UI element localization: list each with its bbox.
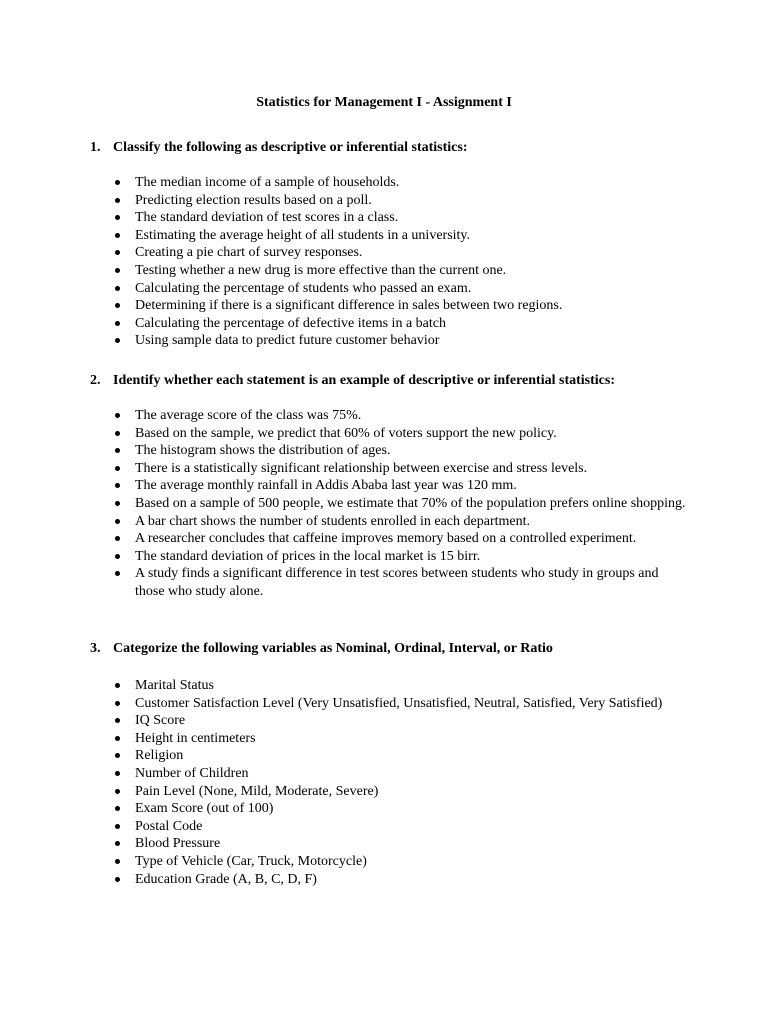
question-heading [90,640,690,658]
bullet-list [90,677,690,888]
question-heading [90,139,690,157]
list-item [90,800,690,818]
question-number: 2. [90,373,101,388]
list-item [90,174,690,192]
list-item [90,425,690,443]
list-item [90,695,690,713]
list-item-text: Type of Vehicle (Car, Truck, Motorcycle) [135,853,367,869]
list-item-text: The average score of the class was 75%. [135,408,362,423]
list-item-text: A study finds a significant difference in test scores between students who study in groups and those who study alone. [135,566,659,599]
list-item-text: Customer Satisfaction Level (Very Unsatisfied, Unsatisfied, Neutral, Satisfied, Very Satisfied) [135,695,663,711]
list-item [90,209,690,227]
bullet-list [90,174,690,350]
list-item [90,297,690,315]
list-item [90,677,690,695]
list-item [90,407,690,425]
list-item [90,818,690,836]
bullet-list [90,407,690,601]
list-item-text: Postal Code [135,818,203,834]
list-item [90,495,690,513]
list-item [90,513,690,531]
list-item [90,548,690,566]
question-text: Classify the following as descriptive or inferential statistics: [113,140,468,155]
list-item [90,192,690,210]
list-item [90,747,690,765]
list-item-text: Blood Pressure [135,836,221,852]
list-item-text: Predicting election results based on a poll. [135,192,372,208]
list-item [90,730,690,748]
list-item [90,871,690,889]
list-item [90,712,690,730]
list-item [90,227,690,245]
list-item-text: Determining if there is a significant difference in sales between two regions. [135,298,563,314]
list-item [90,765,690,783]
question-1 [90,139,690,350]
list-item-text: Estimating the average height of all students in a university. [135,227,471,243]
list-item [90,280,690,298]
list-item [90,853,690,871]
list-item-text: Marital Status [135,678,214,693]
list-item-text: A bar chart shows the number of students enrolled in each department. [135,513,530,529]
list-item-text: Religion [135,748,184,764]
list-item-text: The standard deviation of prices in the local market is 15 birr. [135,548,481,564]
list-item-text: Education Grade (A, B, C, D, F) [135,871,317,887]
list-item-text: The average monthly rainfall in Addis Ababa last year was 120 mm. [135,478,517,494]
list-item [90,244,690,262]
list-item-text: IQ Score [135,713,186,729]
list-item-text: Calculating the percentage of students who passed an exam. [135,280,472,296]
list-item [90,315,690,333]
list-item [90,783,690,801]
question-3 [90,640,690,888]
list-item [90,442,690,460]
question-number: 3. [90,641,101,656]
list-item-text: Testing whether a new drug is more effective than the current one. [135,262,507,278]
list-item [90,565,690,600]
list-item [90,460,690,478]
list-item [90,477,690,495]
list-item-text: Creating a pie chart of survey responses. [135,245,363,261]
list-item-text: Based on the sample, we predict that 60% of voters support the new policy. [135,425,557,441]
question-2 [90,372,690,601]
question-heading [90,372,690,390]
list-item-text: Height in centimeters [135,730,256,746]
list-item-text: The histogram shows the distribution of ages. [135,443,391,459]
list-item-text: Exam Score (out of 100) [135,801,274,817]
list-item-text: The median income of a sample of households. [135,175,400,190]
list-item-text: The standard deviation of test scores in a class. [135,210,399,226]
question-text: Identify whether each statement is an example of descriptive or inferential statistics: [113,373,615,388]
list-item-text: There is a statistically significant relationship between exercise and stress levels. [135,460,588,476]
list-item-text: A researcher concludes that caffeine improves memory based on a controlled experiment. [135,531,637,547]
list-item [90,530,690,548]
list-item [90,332,690,350]
question-number: 1. [90,140,101,155]
list-item [90,262,690,280]
list-item-text: Calculating the percentage of defective items in a batch [135,315,446,331]
list-item-text: Number of Children [135,765,249,781]
list-item [90,835,690,853]
list-item-text: Based on a sample of 500 people, we estimate that 70% of the population prefers online shopping. [135,495,686,511]
question-text: Categorize the following variables as Nominal, Ordinal, Interval, or Ratio [113,641,553,656]
list-item-text: Using sample data to predict future customer behavior [135,333,440,349]
page-title: Statistics for Management I - Assignment I [256,95,512,110]
list-item-text: Pain Level (None, Mild, Moderate, Severe) [135,783,379,799]
